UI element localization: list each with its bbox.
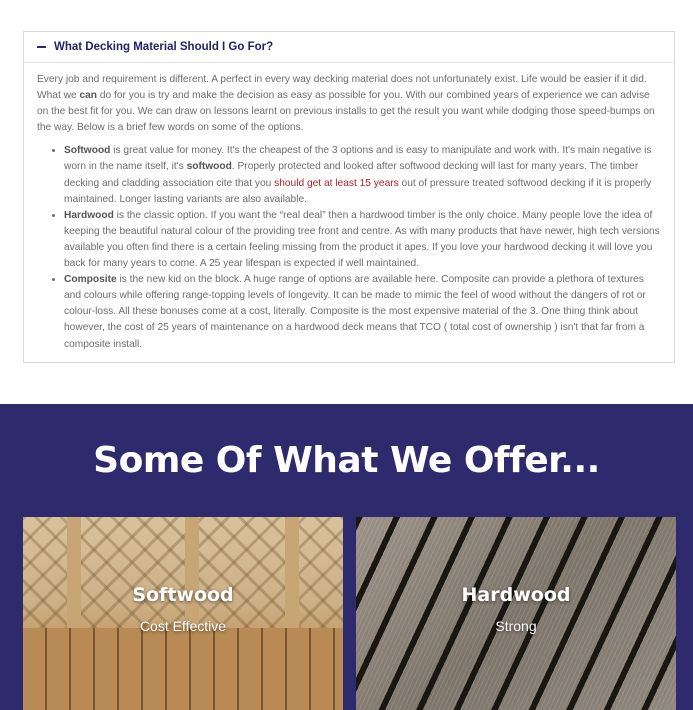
softwood-card[interactable] — [23, 517, 343, 710]
list-item-hardwood: • Hardwood is the classic option. If you want the “real deal” then a hardwood timber is the only choice. Many people love the idea of keeping the beautiful natural colour of the providing tree front and centre. As with many products that have newer, high tech versions available you often find there is a certain feeling missing from the product it apes. If you love your hardwood decking it will love you back for many years to come. A 25 year lifespan is expected if well maintained. — [64, 208, 661, 272]
fence-post — [285, 517, 299, 629]
accordion-header[interactable] — [24, 32, 674, 63]
faq-accordion — [23, 31, 675, 363]
offer-section — [0, 404, 693, 710]
card-title: Softwood — [132, 584, 234, 606]
accordion-content — [24, 63, 674, 353]
fifteen-years-link[interactable]: should get at least 15 years — [274, 177, 399, 189]
accordion-title: What Decking Material Should I Go For? — [54, 41, 274, 53]
list-item-softwood: • Softwood is great value for money. It's the cheapest of the 3 options and is easy to manipulate and work with. It's main negative is worn in the name itself, it's softwood. Properly protected and looked after softwood decking will last for many years. The timber decking and cladding association cite that you should get at least 15 years out of pressure treated softwood decking if it is properly maintained. Longer lasting variants are also available. — [64, 143, 661, 207]
offer-heading: Some Of What We Offer... — [93, 440, 600, 481]
fence-post — [67, 517, 81, 629]
card-subtitle: Strong — [495, 618, 537, 634]
card-title: Hardwood — [461, 584, 571, 606]
intro-paragraph: Every job and requirement is different. A perfect in every way decking material does not unfortunately exist. Life would be easier if it did. What we can do for you is try and make the decision as easy as possible for you. With our combined years of experience we can advise on the best fit for you. We can draw on lessons learnt on previous installs to get the result you want while dodging those speed-bumps on the way. Below is a brief few words on some of the options. — [37, 74, 655, 134]
options-list — [37, 143, 661, 352]
list-item-composite: • Composite is the new kid on the block. A huge range of options are available here. Composite can provide a plethora of textures and colours while offering range-topping levels of longevity. It can be made to mimic the feel of wood without the dangers of rot or colour-loss. All these bonuses come at a cost, literally. Composite is the most expensive material of the 3. One thing think about however, the cost of 25 years of maintenance on a hardwood deck means that TCO ( total cost of ownership ) isn't that far from a composite install. — [64, 272, 661, 352]
card-subtitle: Cost Effective — [139, 618, 227, 634]
fence-post — [185, 517, 199, 629]
minus-icon — [37, 46, 46, 48]
hardwood-card[interactable] — [356, 517, 676, 710]
deck-boards-image — [23, 628, 343, 710]
